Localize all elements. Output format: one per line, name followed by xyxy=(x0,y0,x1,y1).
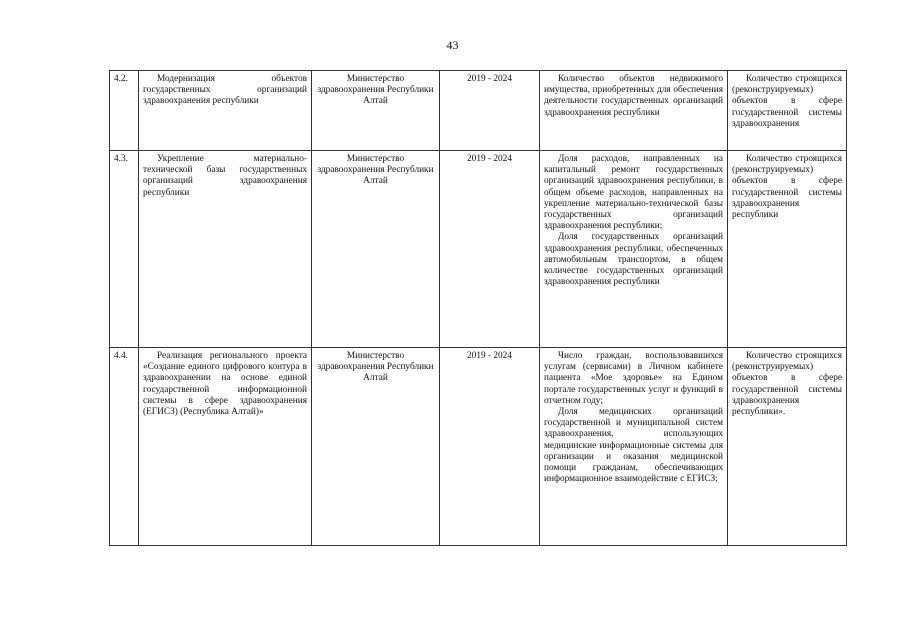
indicator-text: Число граждан, воспользовавшихся услугам (сервисами) в Личном кабинете пациента «Мое здоровье» на Едином портале государственных услуг и функций в отчетном году; xyxy=(544,351,723,406)
indicators xyxy=(540,151,728,348)
executor: Министерство здравоохранения Республики Алтай xyxy=(312,71,440,151)
indicators xyxy=(540,71,728,151)
indicator-text: Доля государственных организаций здравоохранения республики, обеспеченных автомобильным транспортом, в общем количестве государственных организаций здравоохранения республики xyxy=(544,232,723,288)
period: 2019 - 2024 xyxy=(440,71,540,151)
period: 2019 - 2024 xyxy=(440,348,540,546)
result: Количество строящихся (реконструируемых) объектов в сфере государственной системы здравоохранения xyxy=(728,71,847,151)
measure-name: Укрепление материально-технической базы государственных организаций здравоохранения республики xyxy=(139,151,312,348)
period: 2019 - 2024 xyxy=(440,151,540,348)
executor: Министерство здравоохранения Республики Алтай xyxy=(312,348,440,546)
indicator-text: Количество объектов недвижимого имущества, приобретенных для обеспечения деятельности государственных организаций здравоохранения республики xyxy=(544,74,723,118)
result: Количество строящихся (реконструируемых) объектов в сфере государственной системы здравоохранения республики». xyxy=(728,348,847,546)
table-row xyxy=(110,151,847,348)
measure-name: Реализация регионального проекта «Создание единого цифрового контура в здравоохранении на основе единой государственной информационной системы в сфере здравоохранения (ЕГИСЗ) (Республика Алтай)» xyxy=(139,348,312,546)
indicator-text: Доля расходов, направленных на капитальный ремонт государственных организаций здравоохранения республики, в общем объеме расходов, направленных на укрепление материально-технической базы государственных организаций здравоохранения республики; xyxy=(544,154,723,232)
row-number: 4.3. xyxy=(110,151,139,348)
indicator-text: Доля медицинских организаций государственной и муниципальной систем здравоохранения, использующих медицинские информационные системы для организации и оказания медицинской помощи гражданам, обеспечивающих информационное взаимодействие с ЕГИСЗ; xyxy=(544,407,723,485)
table-row xyxy=(110,71,847,151)
page-number: 43 xyxy=(446,38,459,52)
measures-table xyxy=(109,70,847,546)
executor: Министерство здравоохранения Республики Алтай xyxy=(312,151,440,348)
measure-name: Модернизация объектов государственных организаций здравоохранения республики xyxy=(139,71,312,151)
row-number: 4.4. xyxy=(110,348,139,546)
result: Количество строящихся (реконструируемых) объектов в сфере государственной системы здравоохранения республики xyxy=(728,151,847,348)
row-number: 4.2. xyxy=(110,71,139,151)
indicators xyxy=(540,348,728,546)
table-row xyxy=(110,348,847,546)
